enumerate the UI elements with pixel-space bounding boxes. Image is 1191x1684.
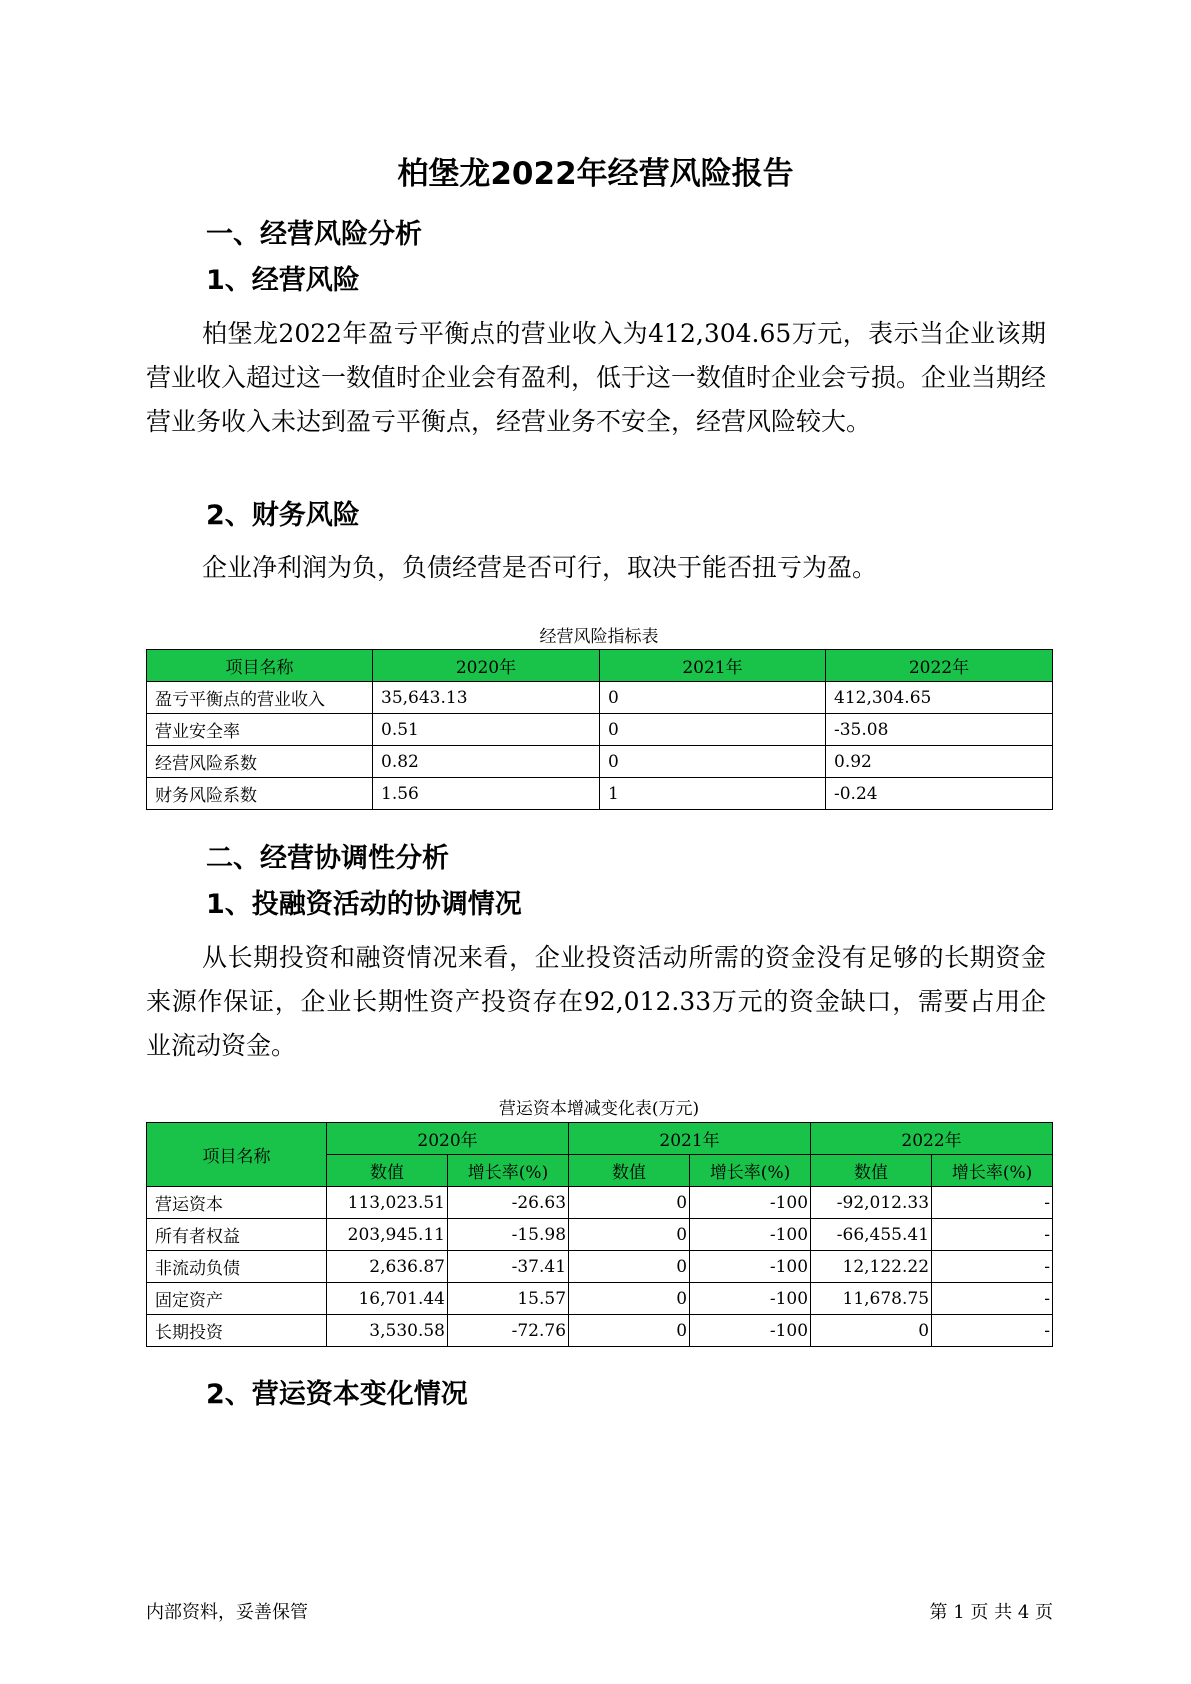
table-cell: 所有者权益 [147,1219,327,1251]
header-cell: 增长率(%) [690,1155,811,1187]
header-cell: 2020年 [373,650,600,682]
table-cell: 11,678.75 [811,1283,932,1315]
table-cell: -0.24 [826,778,1053,810]
table-cell: - [932,1315,1053,1347]
header-cell: 项目名称 [147,650,373,682]
table-row [147,682,1053,714]
header-cell: 2021年 [600,650,826,682]
table-row [147,714,1053,746]
table-row [147,746,1053,778]
subsection-heading-investment-financing: 1、投融资活动的协调情况 [206,889,522,920]
table-cell: 0 [569,1315,690,1347]
table-cell: -66,455.41 [811,1219,932,1251]
table-cell: 0 [811,1315,932,1347]
section-heading-coordination: 二、经营协调性分析 [206,843,449,874]
table-cell: 0 [600,714,826,746]
table-cell: 2,636.87 [327,1251,448,1283]
table-cell: -100 [690,1283,811,1315]
table-cell: 长期投资 [147,1315,327,1347]
subsection-heading-operating-risk: 1、经营风险 [206,265,360,296]
footer-page-number: 第 1 页 共 4 页 [929,1602,1053,1623]
table-caption-working-capital: 营运资本增减变化表(万元) [498,1099,700,1119]
footer-confidential-note: 内部资料，妥善保管 [146,1602,308,1623]
table-row [147,1219,1053,1251]
paragraph-operating-risk: 柏堡龙2022年盈亏平衡点的营业收入为412,304.65万元，表示当企业该期营业收入超过这一数值时企业会有盈利，低于这一数值时企业会亏损。企业当期经营业务收入未达到盈亏平衡点，经营业务不安全，经营风险较大。 [146,319,1047,436]
header-cell: 2021年 [569,1123,811,1155]
table-row [147,778,1053,810]
table-cell: 113,023.51 [327,1187,448,1219]
table-cell: 1.56 [373,778,600,810]
paragraph-financial-risk: 企业净利润为负，负债经营是否可行，取决于能否扭亏为盈。 [202,553,878,582]
table-cell: 财务风险系数 [147,778,373,810]
table-header-row [147,1123,1053,1155]
subsection-heading-working-capital: 2、营运资本变化情况 [206,1379,468,1410]
header-cell: 数值 [569,1155,690,1187]
header-cell: 2022年 [811,1123,1053,1155]
table-cell: -35.08 [826,714,1053,746]
header-cell: 数值 [811,1155,932,1187]
table-cell: 35,643.13 [373,682,600,714]
table-row [147,1283,1053,1315]
table-cell: -100 [690,1315,811,1347]
table-cell: -100 [690,1251,811,1283]
table-caption-risk-indicators: 经营风险指标表 [539,627,659,647]
table-cell: 非流动负债 [147,1251,327,1283]
table-cell: 0.82 [373,746,600,778]
table-row [147,1315,1053,1347]
table-cell: 16,701.44 [327,1283,448,1315]
table-cell: 0 [600,746,826,778]
table-cell: -92,012.33 [811,1187,932,1219]
table-cell: 412,304.65 [826,682,1053,714]
header-cell: 增长率(%) [932,1155,1053,1187]
table-cell: -15.98 [448,1219,569,1251]
paragraph-investment-financing: 从长期投资和融资情况来看，企业投资活动所需的资金没有足够的长期资金来源作保证，企业长期性资产投资存在92,012.33万元的资金缺口，需要占用企业流动资金。 [146,943,1046,1060]
table-cell: -100 [690,1219,811,1251]
table-cell: 经营风险系数 [147,746,373,778]
table-cell: 0 [569,1251,690,1283]
table-cell: - [932,1187,1053,1219]
subsection-heading-financial-risk: 2、财务风险 [206,500,360,531]
table-cell: 0.51 [373,714,600,746]
table-cell: 1 [600,778,826,810]
table-cell: 0 [569,1283,690,1315]
table-working-capital [146,1122,1053,1347]
table-cell: 0 [569,1219,690,1251]
table-cell: 3,530.58 [327,1315,448,1347]
section-heading-operating-risk: 一、经营风险分析 [206,219,422,250]
table-cell: 盈亏平衡点的营业收入 [147,682,373,714]
table-cell: -72.76 [448,1315,569,1347]
table-row [147,1251,1053,1283]
table-cell: 203,945.11 [327,1219,448,1251]
table-cell: - [932,1219,1053,1251]
table-row [147,1187,1053,1219]
table-cell: -26.63 [448,1187,569,1219]
table-cell: - [932,1283,1053,1315]
table-cell: 0 [569,1187,690,1219]
header-cell: 2020年 [327,1123,569,1155]
table-cell: -37.41 [448,1251,569,1283]
table-cell: -100 [690,1187,811,1219]
table-cell: 固定资产 [147,1283,327,1315]
table-cell: 营运资本 [147,1187,327,1219]
table-cell: 0 [600,682,826,714]
table-cell: 15.57 [448,1283,569,1315]
table-cell: 0.92 [826,746,1053,778]
table-cell: - [932,1251,1053,1283]
page-title: 柏堡龙2022年经营风险报告 [397,156,794,192]
table-cell: 12,122.22 [811,1251,932,1283]
header-cell: 数值 [327,1155,448,1187]
header-cell: 增长率(%) [448,1155,569,1187]
header-cell: 项目名称 [147,1123,327,1187]
table-header-row [147,650,1053,682]
table-risk-indicators [146,649,1053,810]
header-cell: 2022年 [826,650,1053,682]
table-cell: 营业安全率 [147,714,373,746]
